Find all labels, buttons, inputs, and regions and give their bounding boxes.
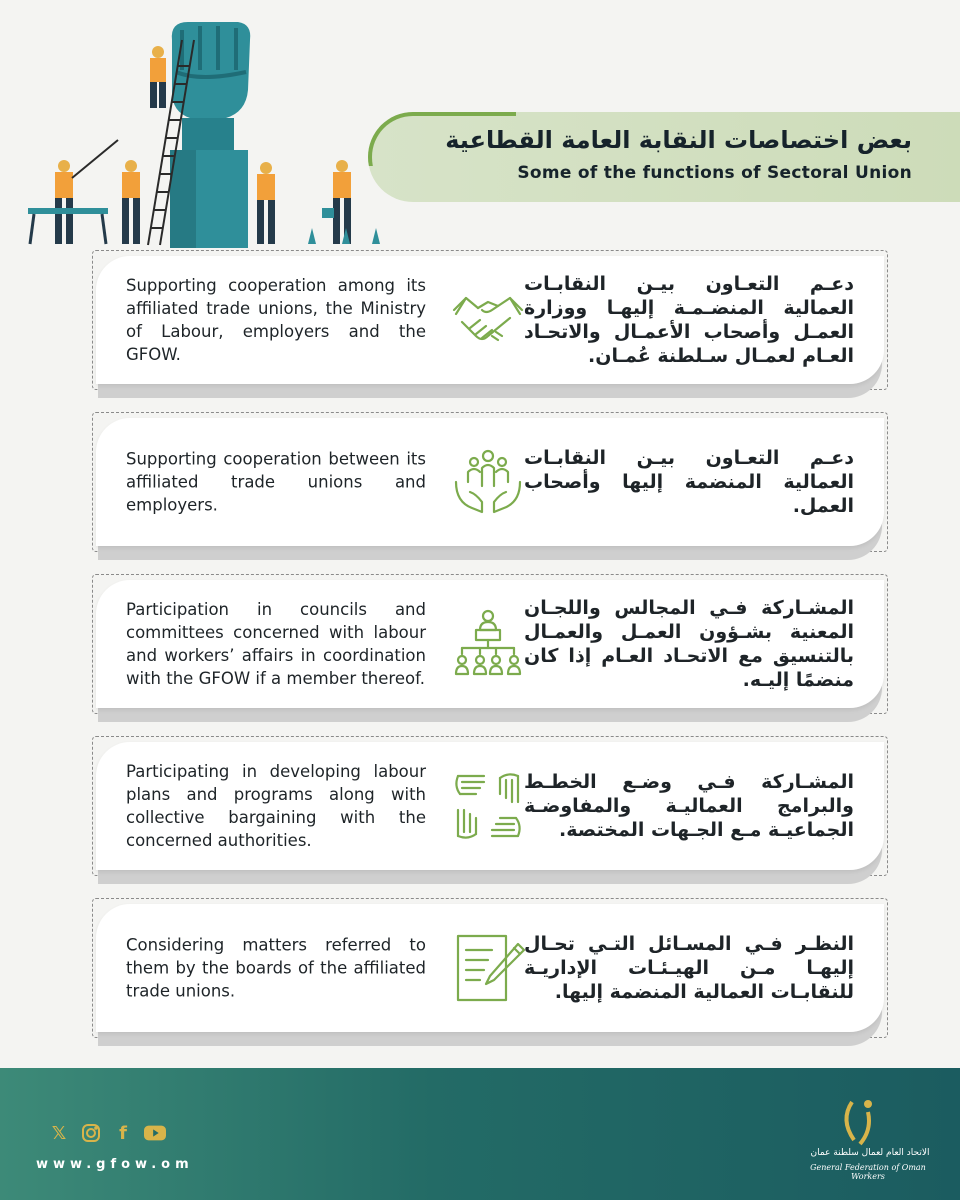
function-card-4 — [92, 736, 888, 876]
card-text-english: Participation in councils and committees concerned with labour and workers’ affairs in coordination with the GFOW if a member thereof. — [126, 600, 426, 688]
fist-monument — [170, 22, 250, 248]
hero-illustration — [0, 0, 440, 260]
card-body — [96, 580, 884, 708]
social-links — [48, 1122, 166, 1144]
hands-cooperation-icon — [448, 766, 528, 846]
card-body — [96, 256, 884, 384]
card-body — [96, 904, 884, 1032]
card-text-english: Supporting cooperation among its affiliated trade unions, the Ministry of Labour, employers and the GFOW. — [126, 276, 426, 364]
card-text-arabic: دعـم التعـاون بيـن النقابـات العمالية المنضـمـة إليهـا ووزارة العمـل وأصحاب الأعمـال والاتحـاد العـام لعمـال سـلطنة عُمـان. — [524, 273, 854, 367]
page-title-arabic: بعض اختصاصات النقابة العامة القطاعية — [445, 126, 912, 154]
card-text-english: Considering matters referred to them by the boards of the affiliated trade unions. — [126, 935, 426, 1001]
website-link[interactable]: www.gfow.om — [36, 1157, 194, 1172]
instagram-icon[interactable] — [80, 1122, 102, 1144]
function-card-5 — [92, 898, 888, 1038]
logo-text-arabic: الاتحاد العام لعمال سلطنة عمان — [810, 1148, 930, 1158]
card-body — [96, 418, 884, 546]
card-text-arabic: دعـم التعـاون بيـن النقابـات العمالية المنضمة إليها وأصحاب العمل. — [524, 447, 854, 517]
document-pen-icon — [448, 928, 528, 1008]
people-hands-icon — [448, 442, 528, 522]
x-icon[interactable]: 𝕏 — [51, 1122, 67, 1144]
function-card-1 — [92, 250, 888, 390]
function-card-2 — [92, 412, 888, 552]
logo-text-english: General Federation of Oman Workers — [810, 1163, 926, 1181]
card-text-english: Supporting cooperation between its affiliated trade unions and employers. — [126, 449, 426, 515]
card-text-english: Participating in developing labour plans and programs along with collective bargaining with the concerned authorities. — [126, 762, 426, 850]
card-body — [96, 742, 884, 870]
function-card-3 — [92, 574, 888, 714]
page-title-english: Some of the functions of Sectoral Union — [517, 163, 912, 183]
handshake-icon — [448, 280, 528, 360]
youtube-icon[interactable] — [144, 1122, 166, 1144]
card-text-arabic: المشـاركة فـي وضـع الخطـط والبرامج العماليـة والمفاوضـة الجماعيـة مـع الجـهات المختصة. — [524, 771, 854, 841]
card-text-arabic: النظـر فـي المسـائل التـي تحـال إليهـا مـن الهيـئـات الإداريـة للنقابـات العمالية المنضمة إليها. — [524, 933, 854, 1003]
card-text-arabic: المشـاركة فـي المجالس واللجـان المعنية بشـؤون العمـل والعمـال بالتنسيق مع الاتحـاد العـام إذا كان منضمًا إليـه. — [524, 597, 854, 691]
facebook-icon[interactable]: f — [119, 1122, 127, 1144]
org-chart-icon — [448, 604, 528, 684]
